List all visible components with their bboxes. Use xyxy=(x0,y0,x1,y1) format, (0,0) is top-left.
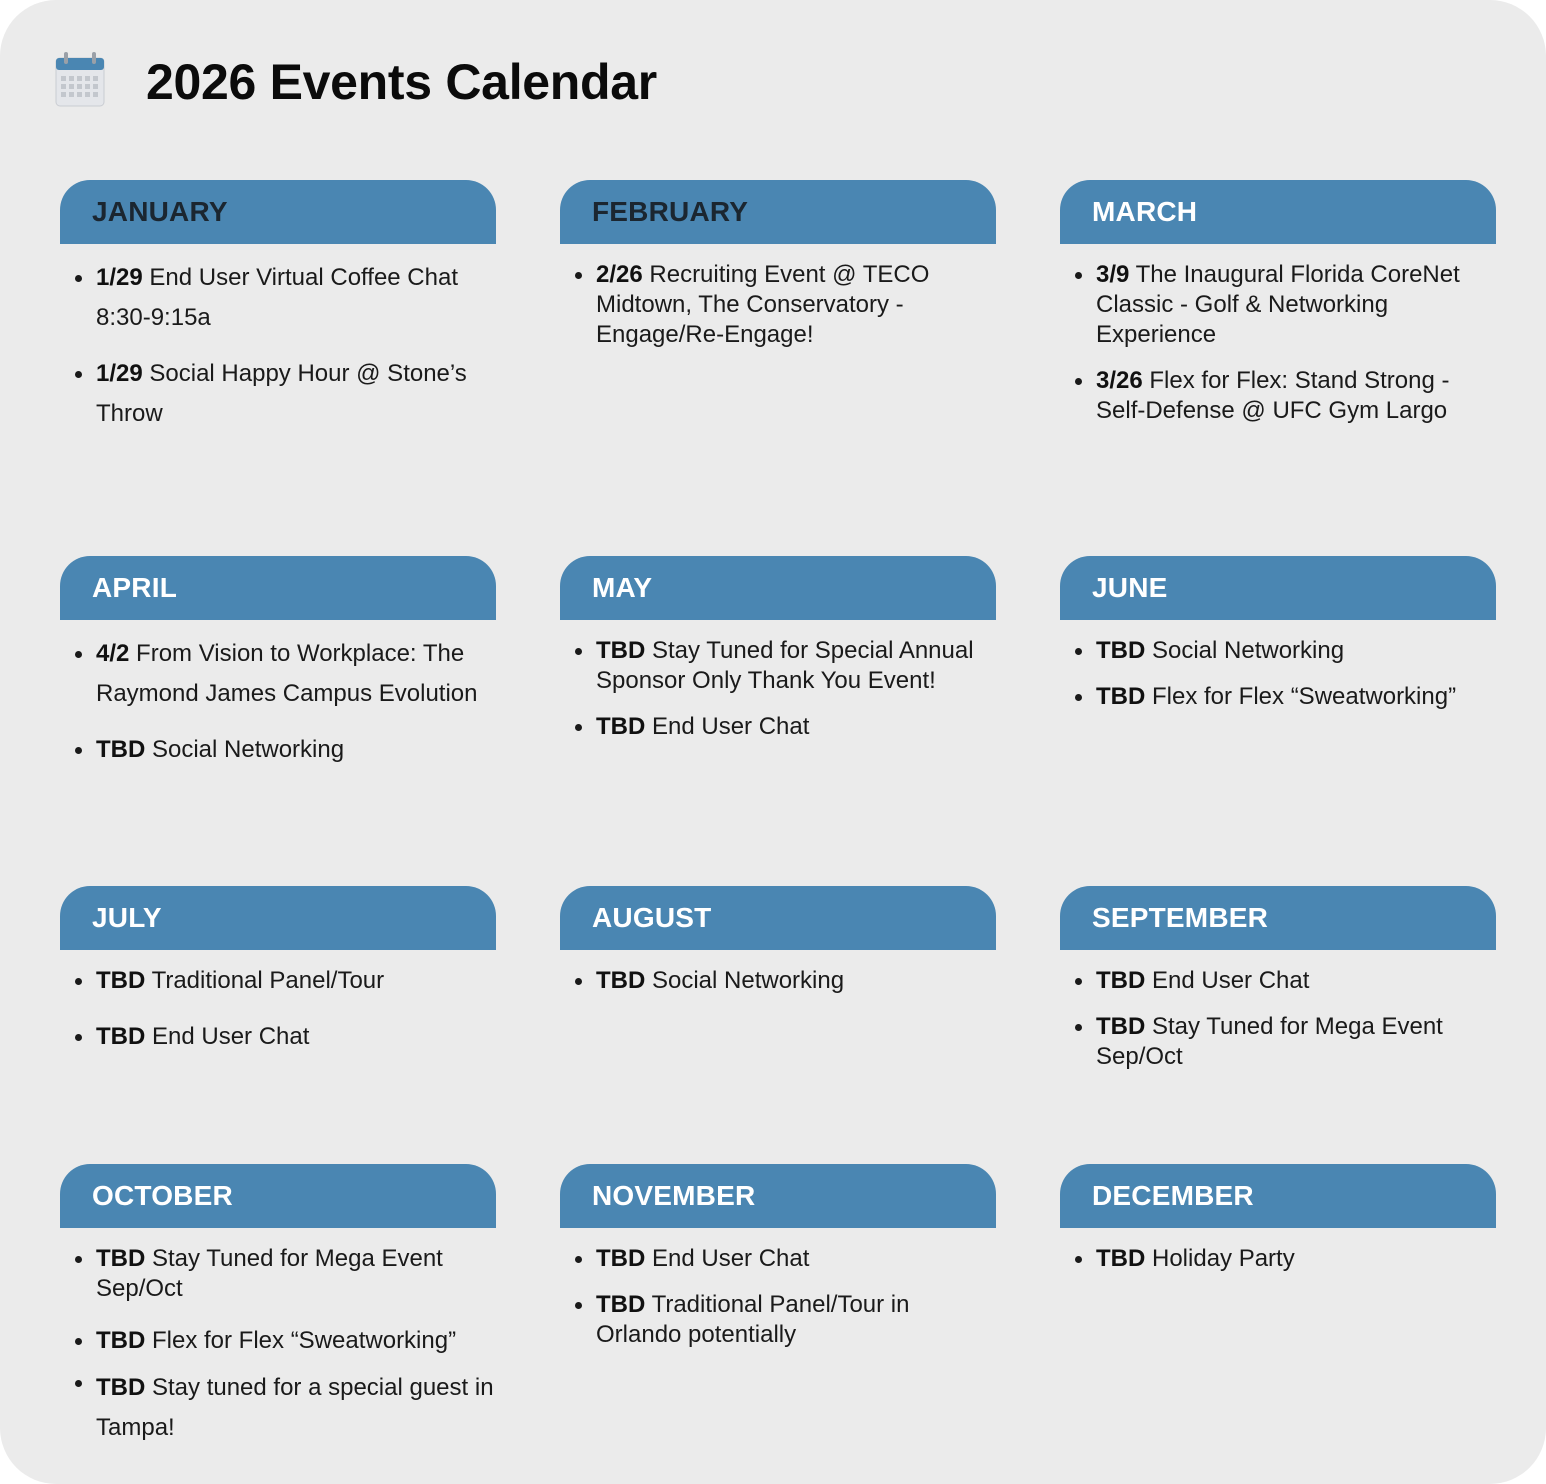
event-item xyxy=(596,966,996,996)
event-item xyxy=(96,354,496,434)
event-date: 3/26 xyxy=(1096,367,1143,394)
month-header xyxy=(1060,180,1496,244)
month-name: MARCH xyxy=(1092,196,1198,227)
month-may xyxy=(560,556,996,758)
event-item xyxy=(96,966,496,996)
event-item xyxy=(1096,682,1496,712)
event-date: TBD xyxy=(96,1374,146,1401)
event-list xyxy=(60,634,496,770)
month-header xyxy=(560,556,996,620)
event-item xyxy=(96,730,496,770)
month-name: JULY xyxy=(92,902,162,933)
event-date: 3/9 xyxy=(1096,261,1130,288)
month-name: DECEMBER xyxy=(1092,1180,1254,1211)
month-header xyxy=(560,180,996,244)
event-date: TBD xyxy=(1096,967,1146,994)
event-item xyxy=(96,258,496,338)
event-text: Traditional Panel/Tour xyxy=(145,967,385,994)
event-date: TBD xyxy=(596,637,646,664)
month-september xyxy=(1060,886,1496,1088)
month-name: OCTOBER xyxy=(92,1180,233,1211)
event-date: TBD xyxy=(96,736,146,763)
event-item xyxy=(96,1244,496,1304)
event-list xyxy=(1060,260,1496,426)
event-text: Social Networking xyxy=(1145,637,1345,664)
event-list xyxy=(560,1244,996,1350)
month-june xyxy=(1060,556,1496,728)
month-header xyxy=(60,1164,496,1228)
event-item xyxy=(1096,366,1496,426)
event-date: TBD xyxy=(96,1245,146,1272)
month-name: AUGUST xyxy=(592,902,712,933)
event-item xyxy=(96,1022,496,1052)
event-text: Stay Tuned for Mega Event Sep/Oct xyxy=(1096,1013,1443,1070)
event-text: End User Virtual Coffee Chat 8:30-9:15a xyxy=(96,264,458,331)
month-header xyxy=(1060,556,1496,620)
event-text: Social Happy Hour @ Stone’s Throw xyxy=(96,360,467,427)
event-text: Recruiting Event @ TECO Midtown, The Conservatory - Engage/Re-Engage! xyxy=(596,261,930,348)
event-list xyxy=(1060,636,1496,712)
event-item xyxy=(1096,260,1496,350)
event-date: TBD xyxy=(1096,1245,1146,1272)
month-march xyxy=(1060,180,1496,442)
event-item xyxy=(1096,636,1496,666)
event-date: 2/26 xyxy=(596,261,643,288)
event-text: End User Chat xyxy=(645,1245,810,1272)
event-date: TBD xyxy=(1096,1013,1146,1040)
event-text: Holiday Party xyxy=(1145,1245,1295,1272)
month-header xyxy=(60,556,496,620)
month-february xyxy=(560,180,996,366)
event-text: Flex for Flex “Sweatworking” xyxy=(145,1327,457,1354)
event-item xyxy=(96,634,496,714)
event-date: 1/29 xyxy=(96,360,143,387)
event-date: TBD xyxy=(96,967,146,994)
event-date: TBD xyxy=(96,1327,146,1354)
event-text: Stay Tuned for Mega Event Sep/Oct xyxy=(96,1245,443,1302)
event-list xyxy=(560,260,996,350)
event-date: TBD xyxy=(596,1245,646,1272)
event-text: Traditional Panel/Tour in Orlando potentially xyxy=(596,1291,910,1348)
month-name: APRIL xyxy=(92,572,177,603)
event-text: From Vision to Workplace: The Raymond James Campus Evolution xyxy=(96,640,478,707)
month-header xyxy=(1060,1164,1496,1228)
month-november xyxy=(560,1164,996,1366)
event-item xyxy=(596,1244,996,1274)
event-list xyxy=(60,966,496,1052)
event-list xyxy=(1060,1244,1496,1274)
event-text: Stay Tuned for Special Annual Sponsor Only Thank You Event! xyxy=(596,637,974,694)
event-item xyxy=(596,712,996,742)
event-text: End User Chat xyxy=(645,713,810,740)
month-april xyxy=(60,556,496,786)
event-list xyxy=(560,636,996,742)
month-header xyxy=(1060,886,1496,950)
event-list xyxy=(60,1244,496,1448)
month-october xyxy=(60,1164,496,1464)
event-text: Flex for Flex “Sweatworking” xyxy=(1145,683,1457,710)
month-header xyxy=(560,1164,996,1228)
event-item xyxy=(1096,966,1496,996)
month-name: SEPTEMBER xyxy=(1092,902,1269,933)
event-item xyxy=(96,1368,496,1448)
month-july xyxy=(60,886,496,1068)
event-date: 1/29 xyxy=(96,264,143,291)
event-text: Social Networking xyxy=(145,736,345,763)
event-text: Stay tuned for a special guest in Tampa! xyxy=(96,1374,494,1441)
event-item xyxy=(1096,1244,1496,1274)
month-name: MAY xyxy=(592,572,653,603)
event-date: 4/2 xyxy=(96,640,130,667)
event-text: Social Networking xyxy=(645,967,845,994)
event-date: TBD xyxy=(596,967,646,994)
event-item xyxy=(596,636,996,696)
event-text: End User Chat xyxy=(1145,967,1310,994)
month-header xyxy=(60,886,496,950)
month-header xyxy=(560,886,996,950)
event-date: TBD xyxy=(1096,637,1146,664)
calendar-icon xyxy=(54,50,106,108)
event-text: Flex for Flex: Stand Strong - Self-Defense @ UFC Gym Largo xyxy=(1096,367,1450,424)
event-date: TBD xyxy=(96,1023,146,1050)
month-name: NOVEMBER xyxy=(592,1180,756,1211)
event-item xyxy=(596,260,996,350)
event-date: TBD xyxy=(1096,683,1146,710)
event-date: TBD xyxy=(596,713,646,740)
page-title: 2026 Events Calendar xyxy=(146,54,657,110)
event-list xyxy=(60,258,496,434)
event-item xyxy=(96,1326,496,1356)
event-item xyxy=(1096,1012,1496,1072)
month-name: JANUARY xyxy=(92,196,228,227)
event-date: TBD xyxy=(596,1291,646,1318)
month-august xyxy=(560,886,996,1012)
month-header xyxy=(60,180,496,244)
event-text: The Inaugural Florida CoreNet Classic - Golf & Networking Experience xyxy=(1096,261,1460,348)
month-december xyxy=(1060,1164,1496,1290)
event-text: End User Chat xyxy=(145,1023,310,1050)
event-list xyxy=(1060,966,1496,1072)
event-item xyxy=(596,1290,996,1350)
month-name: FEBRUARY xyxy=(592,196,749,227)
month-january xyxy=(60,180,496,450)
month-name: JUNE xyxy=(1092,572,1168,603)
event-list xyxy=(560,966,996,996)
